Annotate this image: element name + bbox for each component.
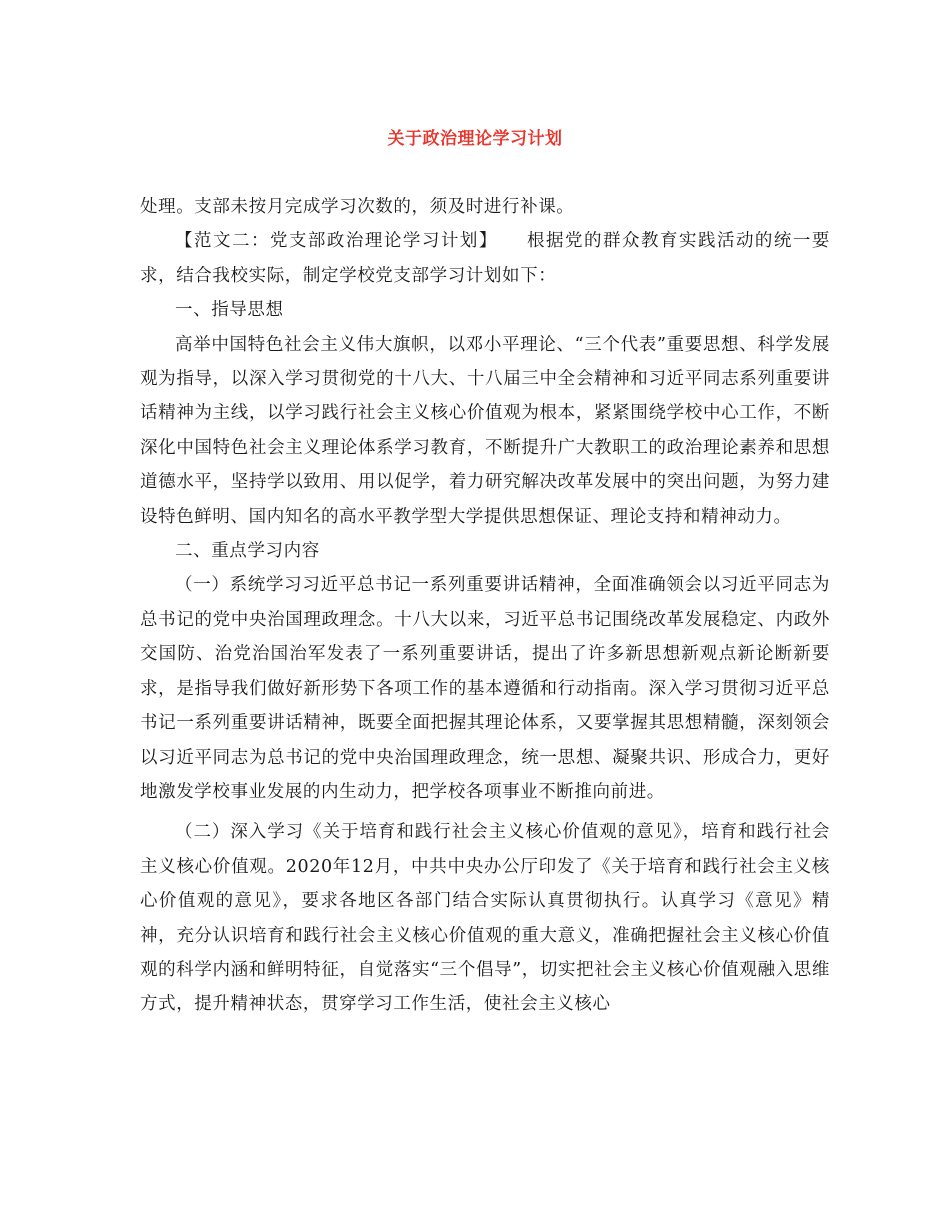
- paragraph-item-one: （一）系统学习习近平总书记一系列重要讲话精神，全面准确领会以习近平同志为总书记的党中央治国理政理念。十八大以来，习近平总书记围绕改革发展稳定、内政外交国防、治党治国治军发表了一系列重要讲话，提出了许多新思想新观点新论断新要求，是指导我们做好新形势下各项工作的基本遵循和行动指南。深入学习贯彻习近平总书记一系列重要讲话精神，既要全面把握其理论体系，又要掌握其思想精髓，深刻领会以习近平同志为总书记的党中央治国理政理念，统一思想、凝聚共识、形成合力，更好地激发学校事业发展的内生动力，把学校各项事业不断推向前进。: [140, 575, 830, 802]
- paragraph-sample-two-intro: 【范文二：党支部政治理论学习计划】 根据党的群众教育实践活动的统一要求，结合我校实际，制定学校党支部学习计划如下：: [140, 231, 830, 286]
- paragraph-item-two: （二）深入学习《关于培育和践行社会主义核心价值观的意见》，培育和践行社会主义核心价值观。2020年12月，中共中央办公厅印发了《关于培育和践行社会主义核心价值观的意见》，要求各地区各部门结合实际认真贯彻执行。认真学习《意见》精神，充分认识培育和践行社会主义核心价值观的重大意义，准确把握社会主义核心价值观的科学内涵和鲜明特征，自觉落实“三个倡导”，切实把社会主义核心价值观融入思维方式，提升精神状态，贯穿学习工作生活，使社会主义核心: [140, 822, 830, 1015]
- section-heading-key-content: 二、重点学习内容: [175, 541, 320, 562]
- paragraph-continuation: 处理。支部未按月完成学习次数的，须及时进行补课。: [140, 197, 575, 217]
- section-heading-guiding-ideology: 一、指导思想: [175, 300, 284, 321]
- document-body: [140, 190, 830, 1022]
- document-title: 关于政治理论学习计划: [387, 129, 563, 149]
- paragraph-guiding-ideology: 高举中国特色社会主义伟大旗帜，以邓小平理论、“三个代表”重要思想、科学发展观为指导，以深入学习贯彻党的十八大、十八届三中全会精神和习近平同志系列重要讲话精神为主线，以学习践行社会主义核心价值观为根本，紧紧围绕学校中心工作，不断深化中国特色社会主义理论体系学习教育，不断提升广大教职工的政治理论素养和思想道德水平，坚持学以致用、用以促学，着力研究解决改革发展中的突出问题，为努力建设特色鲜明、国内知名的高水平教学型大学提供思想保证、理论支持和精神动力。: [140, 334, 830, 527]
